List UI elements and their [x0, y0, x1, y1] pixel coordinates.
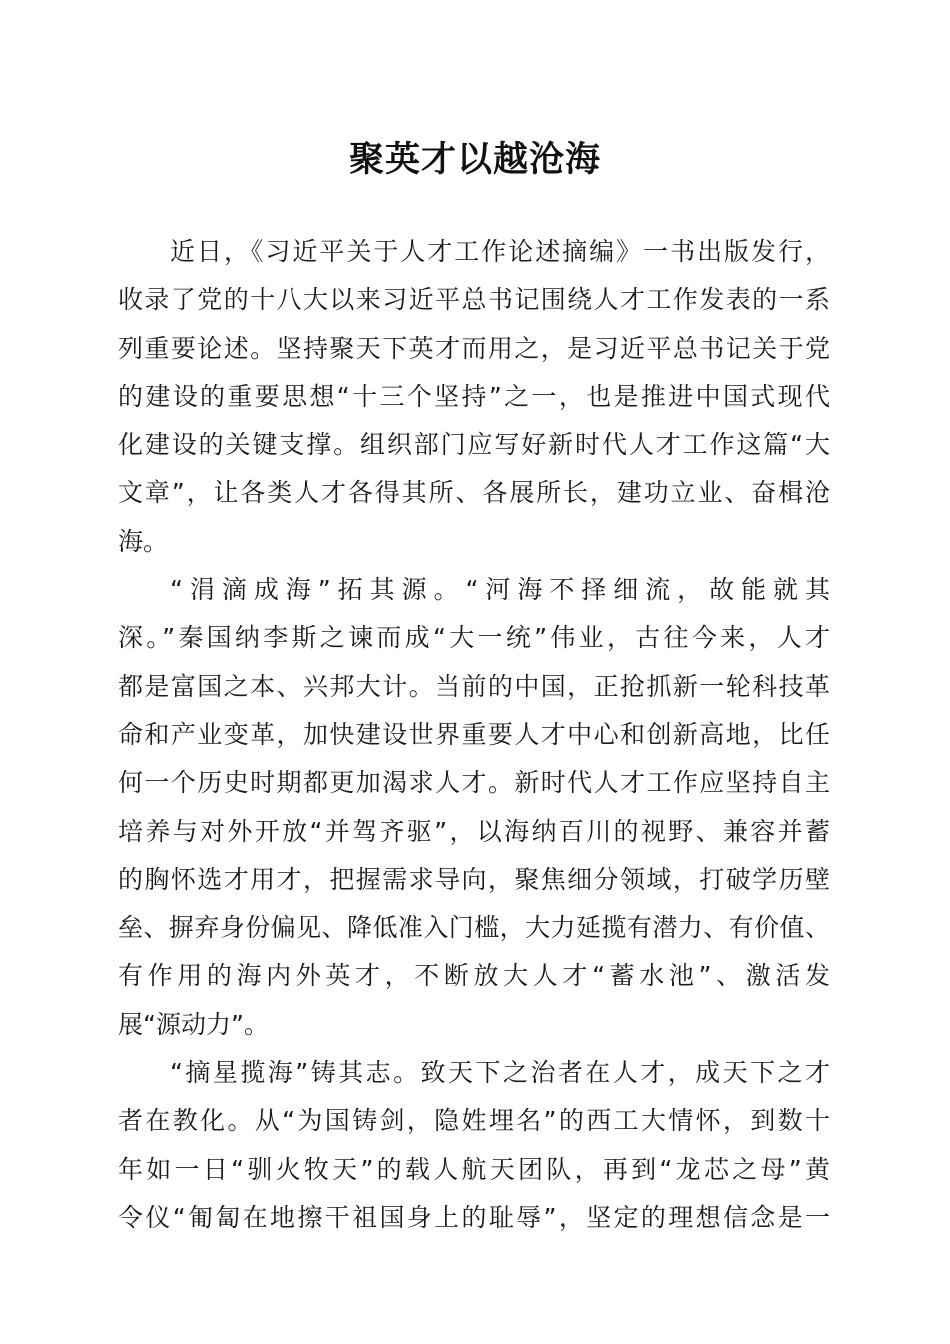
paragraph-line: “涓滴成海”拓其源。“河海不择细流，故能就其	[170, 575, 830, 605]
paragraph-line: 的胸怀选才用才，把握需求导向，聚焦细分领域，打破学历壁	[118, 864, 830, 894]
paragraph-line: 何一个历史时期都更加渴求人才。新时代人才工作应坚持自主	[118, 768, 830, 798]
paragraph-line: 令仪“匍匐在地擦干祖国身上的耻辱”，坚定的理想信念是一	[118, 1202, 830, 1232]
paragraph-line: 垒、摒弃身份偏见、降低准入门槛，大力延揽有潜力、有价值、	[118, 913, 830, 943]
paragraph-line: 海。	[118, 526, 169, 556]
document-title: 聚英才以越沧海	[348, 139, 601, 180]
document-body	[118, 228, 830, 1242]
paragraph-line: 的建设的重要思想“十三个坚持”之一，也是推进中国式现代	[118, 381, 830, 411]
paragraph-line: 有作用的海内外英才，不断放大人才“蓄水池”、激活发	[118, 961, 830, 991]
paragraph-line: 者在教化。从“为国铸剑，隐姓埋名”的西工大情怀，到数十	[118, 1106, 830, 1136]
paragraph-line: 都是富国之本、兴邦大计。当前的中国，正抢抓新一轮科技革	[118, 671, 830, 701]
paragraph-line: 培养与对外开放“并驾齐驱”，以海纳百川的视野、兼容并蓄	[118, 816, 830, 846]
paragraph-line: 深。”秦国纳李斯之谏而成“大一统”伟业，古往今来，人才	[118, 623, 830, 653]
paragraph-line: 近日，《习近平关于人才工作论述摘编》一书出版发行，	[170, 237, 830, 266]
paragraph-line: 列重要论述。坚持聚天下英才而用之，是习近平总书记关于党	[118, 333, 830, 363]
paragraph-line: 化建设的关键支撑。组织部门应写好新时代人才工作这篇“大	[118, 430, 830, 460]
paragraph-line: 文章”，让各类人才各得其所、各展所长，建功立业、奋楫沧	[118, 478, 830, 508]
paragraph-line: 收录了党的十八大以来习近平总书记围绕人才工作发表的一系	[118, 285, 830, 315]
paragraph-line: 命和产业变革，加快建设世界重要人才中心和创新高地，比任	[118, 719, 830, 749]
paragraph-line: 年如一日“驯火牧天”的载人航天团队，再到“龙芯之母”黄	[118, 1154, 830, 1184]
paragraph-line: “摘星揽海”铸其志。致天下之治者在人才，成天下之才	[170, 1058, 830, 1088]
paragraph-line: 展“源动力”。	[118, 1009, 269, 1039]
